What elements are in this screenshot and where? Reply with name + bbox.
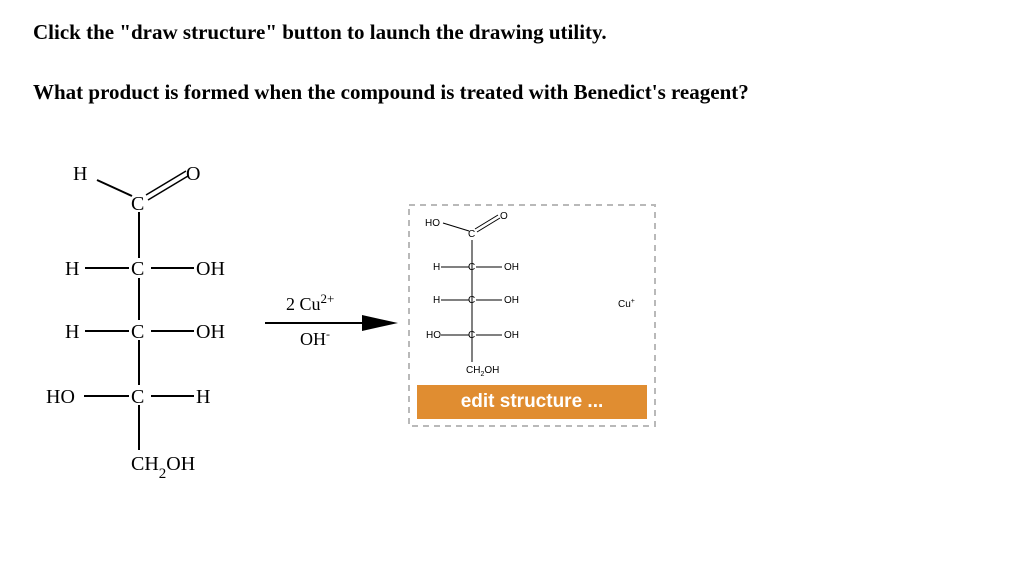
edit-structure-button[interactable]: edit structure ... [417,385,647,419]
product-row2-center: C [468,295,476,306]
reactant-aldehyde-h: H [73,163,88,185]
product-top-ho-bond [443,223,469,231]
reactant-co-double-bond-b [148,176,188,200]
reactant-row1-left: H [65,258,80,280]
reactant-aldehyde-o: O [186,163,201,185]
product-top-co-bond-b [477,218,500,232]
product-top-co-bond-a [475,215,498,229]
product-row3-right: OH [504,330,519,341]
product-row2-right: OH [504,295,519,306]
reactant-row2-right: OH [196,321,225,343]
reactant-ch-bond [97,180,132,196]
product-cu-ion: Cu+ [618,298,635,310]
reactant-row3-right: H [196,386,211,408]
product-top-c: C [468,229,476,240]
product-row1-right: OH [504,262,519,273]
reactant-row3-center: C [131,386,145,408]
reactant-row1-center: C [131,258,145,280]
product-row3-center: C [468,330,476,341]
reactant-co-double-bond-a [146,171,186,195]
reactant-ch2oh: $CH_2OH$ [131,453,196,482]
arrow-reagent-label: 2 $Cu^{2+}$ [286,291,335,314]
product-row3-left: HO [426,330,441,341]
arrow-head [362,315,398,331]
instruction-text: Click the "draw structure" button to launch the drawing utility. [33,20,607,44]
product-top-ho: HO [425,218,440,229]
question-text: What product is formed when the compound is treated with Benedict's reagent? [33,80,749,104]
product-ch2oh: $CH_2OH$ [466,365,500,378]
arrow-base-label: OH- [300,327,330,349]
product-row1-left: H [433,262,441,273]
reactant-aldehyde-c: C [131,193,145,215]
product-preview [425,211,635,378]
reactant-row3-left: HO [46,386,75,408]
product-row2-left: H [433,295,441,306]
product-top-o: O [500,211,508,222]
reactant-row1-right: OH [196,258,225,280]
reactant-row2-left: H [65,321,80,343]
reactant-row2-center: C [131,321,145,343]
product-row1-center: C [468,262,476,273]
reaction-arrow [265,291,398,349]
reactant-structure [46,163,225,482]
